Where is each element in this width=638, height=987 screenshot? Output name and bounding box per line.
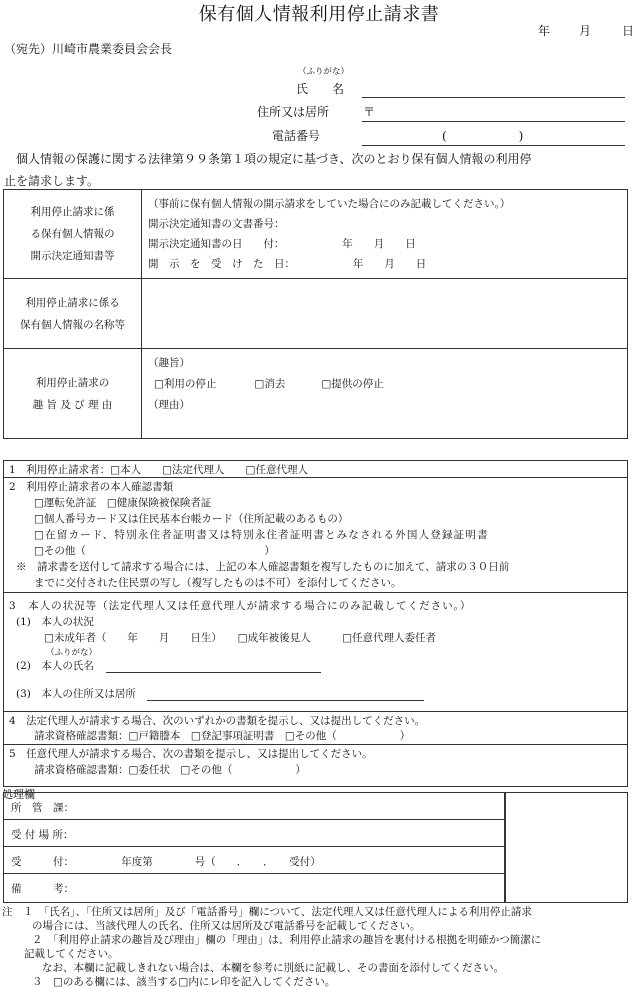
requester-info-box [3, 460, 628, 787]
label-line: 利用停止請求の [35, 376, 110, 389]
date-day: 日 [622, 24, 635, 38]
label-line: る保有個人情報の [30, 228, 115, 240]
checkbox-stop-provision[interactable]: □提供の停止 [321, 378, 384, 390]
section-3-title: 3 本人の状況等（法定代理人又は任意代理人が請求する場合にのみ記載してください。） [9, 600, 472, 612]
label-line: 利用停止請求に係 [30, 206, 115, 218]
checkbox-erase[interactable]: □消去 [254, 378, 286, 390]
divider [4, 873, 505, 874]
sub2-label: (2) 本人の氏名 [16, 660, 94, 672]
reason-field[interactable] [148, 416, 627, 434]
divider [4, 744, 627, 745]
phone-label: 電話番号 [272, 129, 321, 143]
divider [4, 477, 627, 478]
label-line: 開示決定通知書等 [30, 250, 115, 262]
intro-line-1: 個人情報の保護に関する法律第９９条第１項の規定に基づき、次のとおり保有個人情報の利用停 [16, 152, 532, 166]
name-field[interactable] [362, 97, 625, 98]
label-line: 保有個人情報の名称等 [20, 318, 125, 331]
address-label: 住所又は居所 [257, 105, 330, 119]
info-name-label [4, 279, 142, 349]
sub1-label: (1) 本人の状況 [16, 616, 94, 628]
divider [4, 711, 627, 712]
note-3: ３ □のある欄には、該当する□内にレ印を記入してください。 [32, 976, 336, 987]
person-name-field[interactable] [106, 672, 321, 673]
intro-line-2: 止を請求します。 [4, 174, 100, 188]
note-2-line-2: 記載してください。 [24, 948, 119, 960]
phone-parens: ( ) [442, 129, 524, 143]
disclosure-date-field[interactable]: 開 示 を 受 け た 日： 年 月 日 [148, 258, 427, 270]
person-address-field[interactable] [147, 700, 424, 701]
postal-mark-icon: 〒 [363, 105, 376, 119]
disclosure-notice-label [4, 190, 142, 279]
section-5-docs[interactable]: 請求資格確認書類：□委任状 □その他（ ） [34, 764, 306, 776]
divider [4, 819, 505, 820]
name-label: 氏 名 [296, 82, 345, 96]
notice-date-field[interactable]: 開示決定通知書の日 付： 年 月 日 [148, 238, 416, 250]
stamp-box [504, 792, 628, 903]
processing-box [3, 792, 506, 903]
processing-title: 処理欄 [2, 788, 35, 801]
purpose-reason-label [4, 349, 142, 439]
purpose-reason-content [142, 349, 628, 439]
remarks-field[interactable]: 備 考： [11, 883, 74, 895]
label-line: 趣 旨 及 び 理 由 [32, 398, 113, 411]
id-doc-note-2: までに交付された住民票の写し（複写したものは不可）を添付してください。 [34, 577, 402, 589]
note-2-line-3: なお、本欄に記載しきれない場合は、本欄を参考に別紙に記載し、その書面を添付してください。 [42, 962, 504, 974]
label-line: 利用停止請求に係る [25, 296, 120, 309]
department-field[interactable]: 所 管 課： [11, 802, 74, 814]
furigana-label: （ふりがな） [46, 648, 98, 658]
reception-field[interactable]: 受 付： 年度第 号（ ． ． 受付） [11, 856, 321, 868]
id-doc-option[interactable]: □在留カード、特別永住者証明書又は特別永住者証明書とみなされる外国人登録証明書 [34, 529, 489, 541]
sub3-label: (3) 本人の住所又は居所 [16, 688, 136, 700]
person-status-options[interactable]: □未成年者（ 年 月 日生） □成年被後見人 □任意代理人委任者 [44, 632, 437, 644]
section-4-docs[interactable]: 請求資格確認書類：□戸籍謄本 □登記事項証明書 □その他（ ） [34, 730, 411, 742]
section-2-title: 2 利用停止請求者の本人確認書類 [9, 481, 174, 493]
note-1-line-1: 注 １ 「氏名」、「住所又は居所」及び「電話番号」欄について、法定代理人又は任意代理人による利用停止請求 [2, 906, 532, 918]
request-table [3, 189, 628, 439]
addressee: （宛先）川崎市農業委員会会長 [4, 42, 173, 56]
date-month: 月 [579, 24, 592, 38]
document-number-field[interactable]: 開示決定通知書の文書番号： [148, 218, 285, 230]
note-1-line-2: の場合には、当該代理人の氏名、住所又は居所及び電話番号を記載してください。 [32, 920, 421, 932]
id-doc-option-other[interactable]: □その他（ ） [34, 545, 275, 557]
address-field[interactable] [362, 121, 625, 122]
disclosure-notice-row [4, 190, 628, 279]
reception-place-field[interactable]: 受 付 場 所： [11, 829, 74, 841]
section-1-requester-type[interactable]: 1 利用停止請求者：□本人 □法定代理人 □任意代理人 [9, 464, 308, 476]
info-name-row [4, 279, 628, 349]
date-year: 年 [538, 24, 551, 38]
id-doc-option[interactable]: □個人番号カード又は住民基本台帳カード（住所記載のあるもの） [34, 513, 349, 525]
phone-field[interactable] [362, 145, 625, 146]
section-5-line-1: 5 任意代理人が請求する場合、次の書類を提示し、又は提出してください。 [9, 748, 373, 760]
note-2-line-1: ２ 「利用停止請求の趣旨及び理由」欄の「理由」は、利用停止請求の趣旨を裏付ける根拠を明確かつ簡潔に [32, 934, 542, 946]
purpose-header: （趣旨） [148, 357, 190, 369]
id-doc-option[interactable]: □運転免許証 □健康保険被保険者証 [34, 497, 212, 509]
furigana-label: （ふりがな） [298, 67, 350, 77]
reason-header: （理由） [148, 399, 190, 411]
disclosure-notice-content[interactable] [142, 190, 628, 279]
divider [4, 846, 505, 847]
disclosure-instruction: （事前に保有個人情報の開示請求をしていた場合にのみ記載してください。） [148, 198, 511, 210]
checkbox-stop-use[interactable]: □利用の停止 [154, 378, 217, 390]
id-doc-note-1: ※ 請求書を送付して請求する場合には、上記の本人確認書類を複写したものに加えて、請求の３０日前 [16, 561, 510, 573]
info-name-field[interactable] [142, 279, 628, 349]
divider [4, 592, 627, 593]
section-4-line-1: 4 法定代理人が請求する場合、次のいずれかの書類を提示し、又は提出してください。 [9, 715, 426, 727]
purpose-reason-row [4, 349, 628, 439]
page-title: 保有個人情報利用停止請求書 [198, 4, 440, 25]
